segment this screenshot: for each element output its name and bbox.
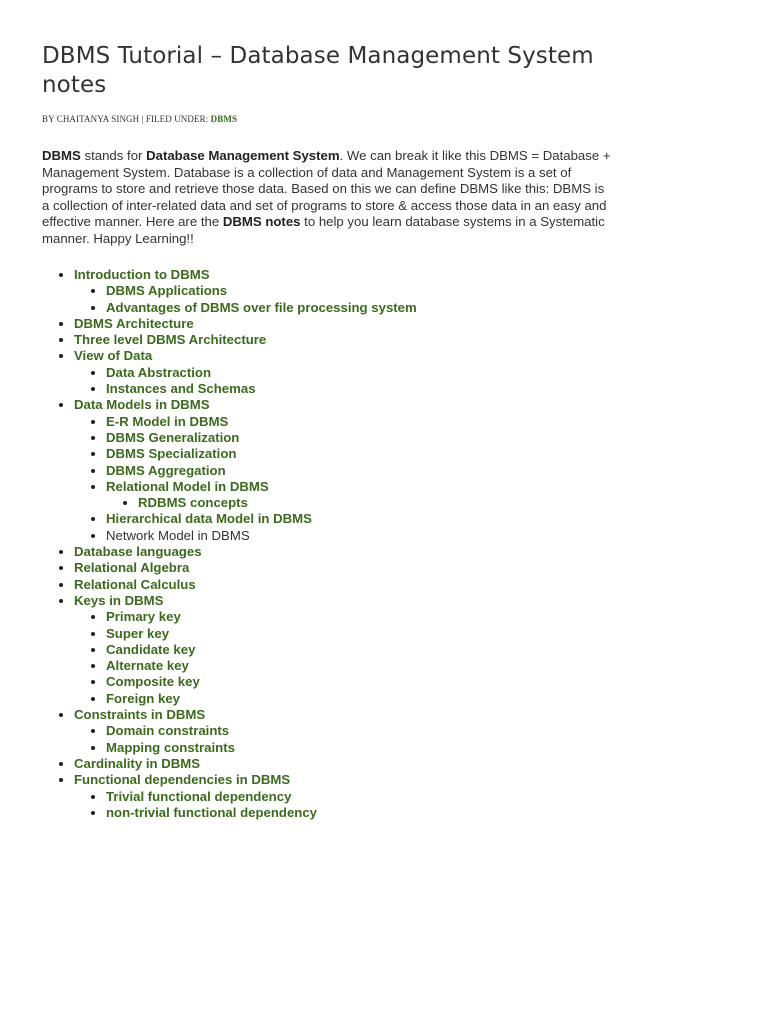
- toc-item: [74, 756, 622, 772]
- toc-sublist: [74, 609, 622, 707]
- toc-link[interactable]: Foreign key: [106, 690, 181, 706]
- toc-item: [106, 658, 622, 674]
- toc-item: [106, 300, 622, 316]
- toc-sublist: [74, 365, 622, 398]
- toc-link[interactable]: RDBMS concepts: [138, 495, 248, 511]
- toc-link[interactable]: Database languages: [74, 544, 202, 560]
- toc-item: [106, 609, 622, 625]
- toc-item: [138, 495, 622, 511]
- byline: [42, 114, 622, 124]
- toc-link[interactable]: Candidate key: [106, 641, 196, 657]
- toc-item: [74, 316, 622, 332]
- toc-link[interactable]: Relational Algebra: [74, 560, 190, 576]
- toc-item: [106, 414, 622, 430]
- toc-item: [106, 642, 622, 658]
- toc-item: [106, 626, 622, 642]
- toc-item: [74, 267, 622, 316]
- toc-item: [74, 560, 622, 576]
- toc-item: [106, 446, 622, 462]
- toc-item: [106, 789, 622, 805]
- toc-link[interactable]: Three level DBMS Architecture: [74, 332, 267, 348]
- toc-link[interactable]: DBMS Architecture: [74, 315, 194, 331]
- toc-sublist: [106, 495, 622, 511]
- toc-link[interactable]: Cardinality in DBMS: [74, 755, 201, 771]
- intro-text: . We can break it like this DBMS = Database + Management System. Database is a collection of data and Management System is a set of programs to store and retrieve those data. Based on this we can define DBMS like this: DBMS is a collection of inter-related data and set of programs to store & access those data in an easy and effective manner. Here are the: [42, 148, 611, 229]
- toc-link[interactable]: Functional dependencies in DBMS: [74, 772, 291, 788]
- toc-item: [74, 544, 622, 560]
- toc-item: [74, 397, 622, 544]
- toc-item: [106, 430, 622, 446]
- toc-link[interactable]: non-trivial functional dependency: [106, 804, 318, 820]
- toc-link[interactable]: Data Abstraction: [106, 364, 212, 380]
- toc-link[interactable]: DBMS Applications: [106, 283, 228, 299]
- toc-item: [106, 691, 622, 707]
- toc-item: [106, 740, 622, 756]
- toc-item: [106, 528, 622, 544]
- toc-link[interactable]: View of Data: [74, 348, 153, 364]
- toc-item: [74, 332, 622, 348]
- toc-link[interactable]: Super key: [106, 625, 170, 641]
- toc-link[interactable]: Trivial functional dependency: [106, 788, 292, 804]
- intro-text: stands for: [80, 148, 147, 163]
- toc-link[interactable]: Data Models in DBMS: [74, 397, 210, 413]
- intro-text: to help you learn database systems in a Systematic manner. Happy Learning!!: [42, 214, 605, 246]
- toc-item: [74, 348, 622, 397]
- toc-item: [74, 593, 622, 707]
- toc-item: [74, 772, 622, 821]
- toc-link[interactable]: DBMS Specialization: [106, 446, 237, 462]
- toc-sublist: [74, 789, 622, 822]
- toc-link[interactable]: Introduction to DBMS: [74, 267, 210, 282]
- intro-paragraph: [42, 148, 614, 247]
- toc-link[interactable]: Constraints in DBMS: [74, 707, 206, 723]
- toc-link[interactable]: Primary key: [106, 609, 181, 625]
- toc-link[interactable]: Relational Calculus: [74, 576, 196, 592]
- intro-bold-text: DBMS notes: [222, 214, 301, 229]
- toc-item: [106, 381, 622, 397]
- toc-link[interactable]: Hierarchical data Model in DBMS: [106, 511, 312, 527]
- toc-link[interactable]: Relational Model in DBMS: [106, 478, 269, 494]
- byline-author: BY CHAITANYA SINGH | FILED UNDER:: [42, 114, 211, 124]
- toc-link[interactable]: Advantages of DBMS over file processing system: [106, 299, 417, 315]
- intro-bold-text: DBMS: [42, 148, 81, 163]
- toc-item: [74, 707, 622, 756]
- toc-item: [106, 479, 622, 512]
- toc-link[interactable]: Instances and Schemas: [106, 381, 256, 397]
- toc-text: Network Model in DBMS: [106, 527, 250, 543]
- toc-sublist: [74, 414, 622, 544]
- toc-link[interactable]: Keys in DBMS: [74, 592, 164, 608]
- category-link[interactable]: DBMS: [210, 114, 238, 124]
- toc-link[interactable]: Domain constraints: [106, 723, 230, 739]
- toc-link[interactable]: Mapping constraints: [106, 739, 235, 755]
- page-title: DBMS Tutorial – Database Management System notes: [42, 43, 594, 98]
- toc-item: [106, 511, 622, 527]
- toc-link[interactable]: Composite key: [106, 674, 200, 690]
- toc-link[interactable]: E-R Model in DBMS: [106, 413, 229, 429]
- toc-item: [106, 723, 622, 739]
- toc-item: [74, 577, 622, 593]
- toc-sublist: [74, 283, 622, 316]
- toc-item: [106, 283, 622, 299]
- toc-link[interactable]: DBMS Aggregation: [106, 462, 226, 478]
- table-of-contents: [42, 267, 622, 821]
- toc-item: [106, 365, 622, 381]
- toc-item: [106, 463, 622, 479]
- toc-link[interactable]: Alternate key: [106, 658, 189, 674]
- toc-item: [106, 674, 622, 690]
- toc-sublist: [74, 723, 622, 756]
- toc-link[interactable]: DBMS Generalization: [106, 429, 240, 445]
- intro-bold-text: Database Management System: [146, 148, 340, 163]
- toc-item: [106, 805, 622, 821]
